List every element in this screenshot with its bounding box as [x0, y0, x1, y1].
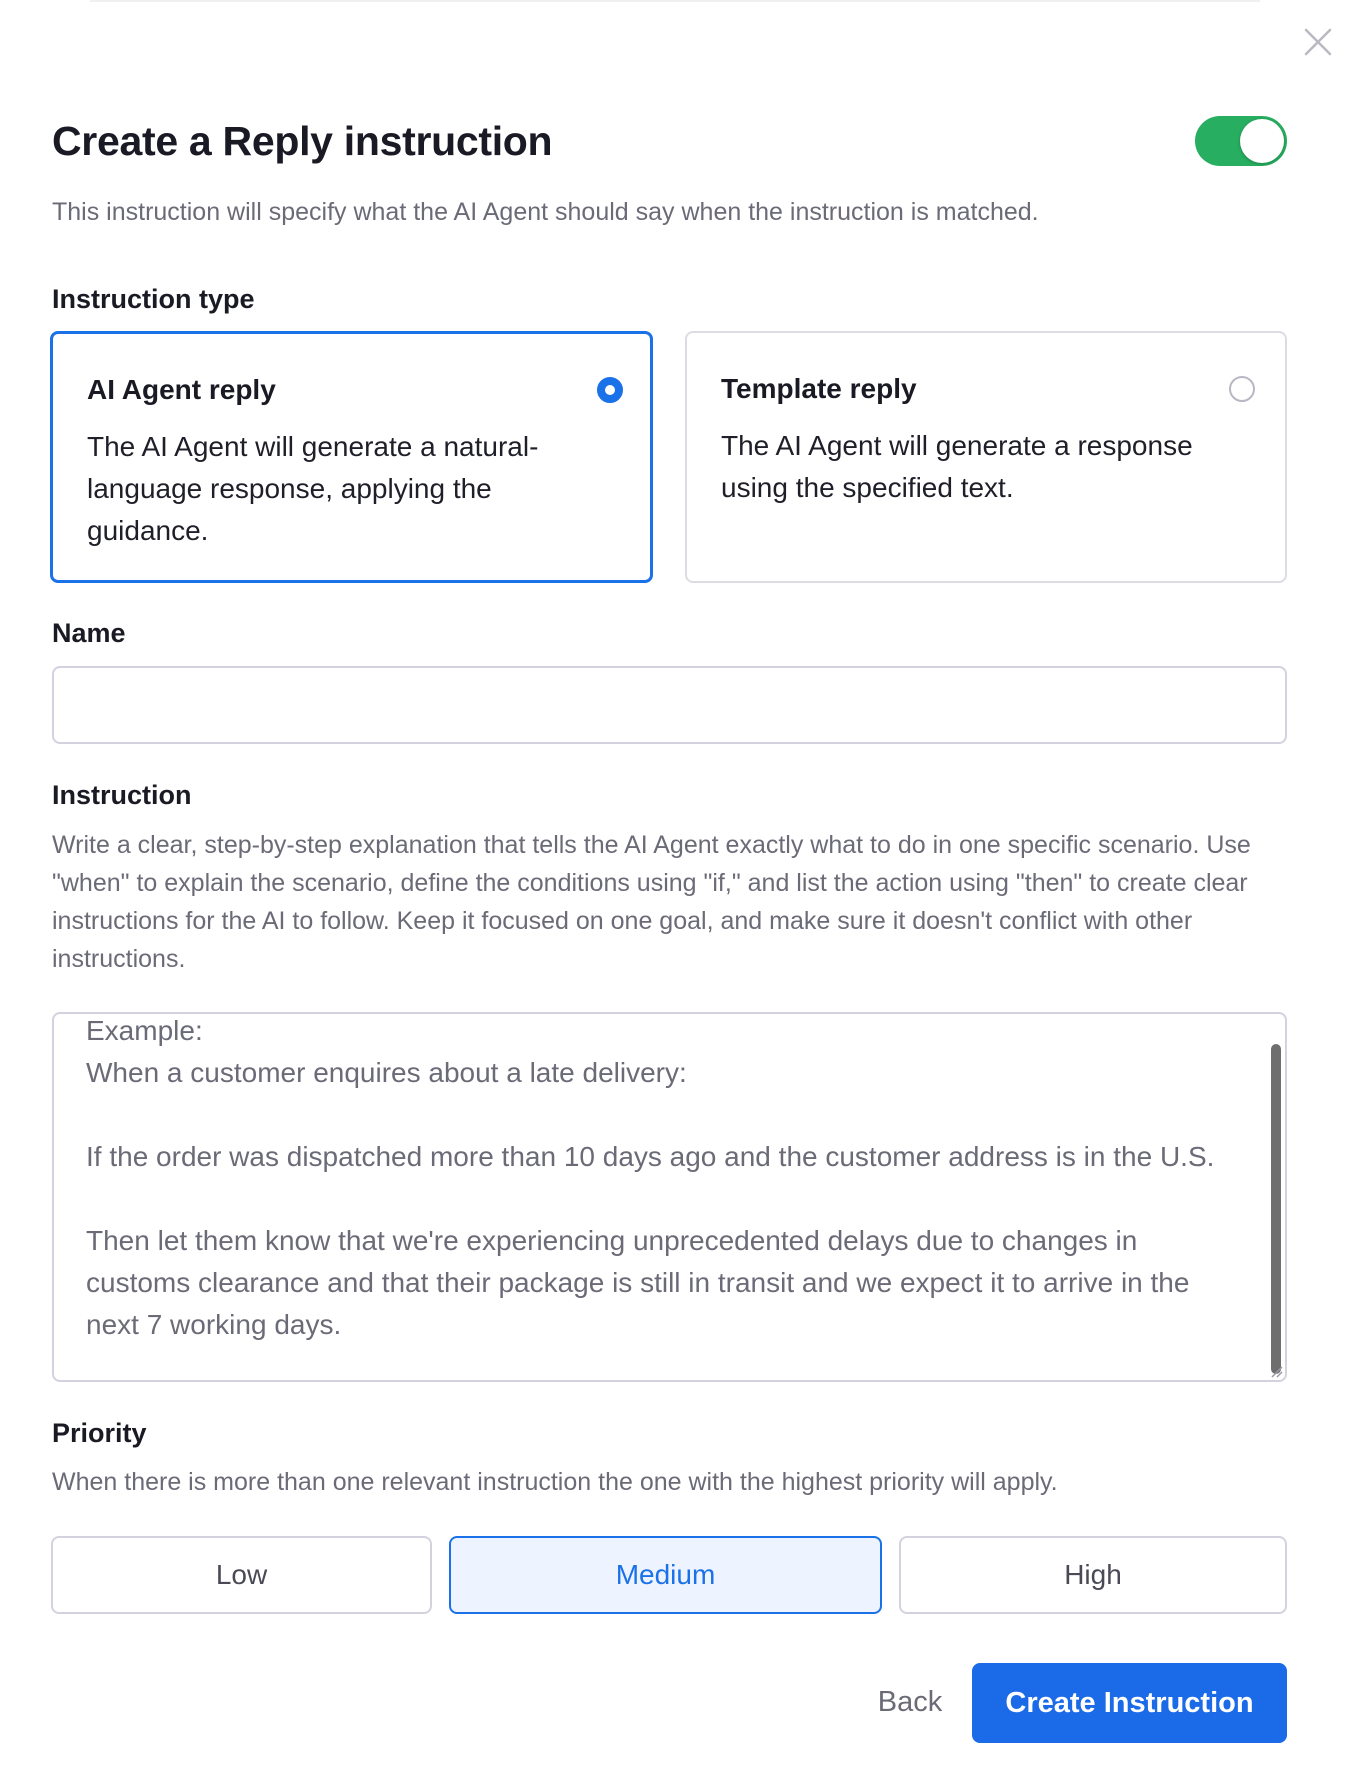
top-divider [90, 0, 1260, 2]
option-template-reply[interactable] [685, 331, 1287, 583]
option-description: The AI Agent will generate a response using the specified text. [721, 430, 1193, 503]
back-button[interactable]: Back [877, 1685, 943, 1718]
instruction-placeholder: Example: When a customer enquires about a late delivery: If the order was dispatched more than 10 days ago and the customer address is in the U.S. Then let them know that we're experiencing unprecedented delays due to changes in customs clearance and that their package is still in transit and we expect it to arrive in the next 7 working days. [86, 1015, 1215, 1340]
instruction-help: Write a clear, step-by-step explanation that tells the AI Agent exactly what to do in one specific scenario. Use "when" to explain the scenario, define the conditions using "if," and list the action using "then" to create clear instructions for the AI to follow. Keep it focused on one goal, and make sure it doesn't conflict with other instructions. [52, 831, 1251, 973]
instruction-textarea[interactable] [52, 1012, 1287, 1382]
modal-subtitle: This instruction will specify what the AI Agent should say when the instruction is matched. [52, 198, 1039, 226]
priority-label: Priority [52, 1418, 147, 1448]
enabled-toggle[interactable] [1195, 116, 1287, 166]
priority-medium-button[interactable]: Medium [449, 1536, 882, 1614]
textarea-scrollbar[interactable] [1271, 1044, 1281, 1374]
close-icon [1302, 26, 1334, 58]
modal-title: Create a Reply instruction [52, 118, 553, 164]
toggle-knob [1240, 119, 1284, 163]
option-title: Template reply [721, 373, 917, 404]
close-button[interactable] [1302, 26, 1334, 58]
option-title: AI Agent reply [87, 374, 276, 405]
priority-low-button[interactable]: Low [51, 1536, 432, 1614]
option-ai-agent-reply[interactable] [50, 331, 653, 583]
radio-selected-icon[interactable] [597, 377, 623, 403]
instruction-label: Instruction [52, 780, 192, 810]
priority-high-button[interactable]: High [899, 1536, 1287, 1614]
create-instruction-button[interactable]: Create Instruction [972, 1663, 1287, 1743]
instruction-type-label: Instruction type [52, 284, 255, 314]
radio-unselected-icon[interactable] [1229, 376, 1255, 402]
resize-grip-icon[interactable] [1269, 1364, 1283, 1378]
name-input[interactable] [52, 666, 1287, 744]
name-label: Name [52, 618, 126, 648]
option-description: The AI Agent will generate a natural-language response, applying the guidance. [87, 431, 539, 546]
priority-help: When there is more than one relevant instruction the one with the highest priority will apply. [52, 1468, 1058, 1496]
